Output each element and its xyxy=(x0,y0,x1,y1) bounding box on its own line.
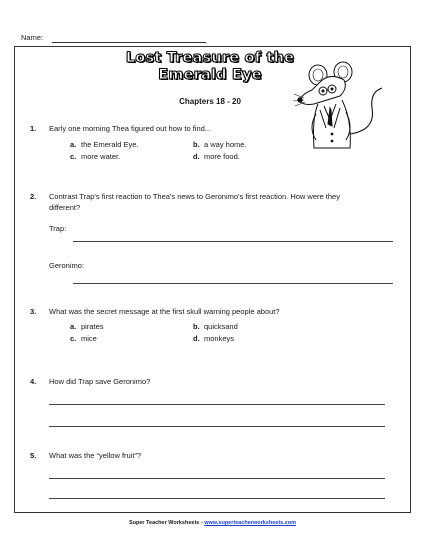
option-text: monkeys xyxy=(204,334,235,343)
q3-option-a[interactable] xyxy=(70,322,104,331)
footer xyxy=(0,520,425,526)
option-letter: c. xyxy=(70,152,77,161)
name-input-line[interactable] xyxy=(52,42,206,43)
option-letter: d. xyxy=(193,334,200,343)
chapters-subtitle: Chapters 18 - 20 xyxy=(179,97,241,106)
question-3-number: 3. xyxy=(30,307,37,316)
question-5-text: What was the “yellow fruit”? xyxy=(49,451,142,460)
title-line-1: Lost Treasure of the xyxy=(125,50,295,66)
question-2-number: 2. xyxy=(30,192,37,201)
question-4-number: 4. xyxy=(30,377,37,386)
q3-option-c[interactable] xyxy=(70,334,97,343)
q3-option-d[interactable] xyxy=(193,334,234,343)
q1-option-c[interactable] xyxy=(70,152,120,161)
option-text: the Emerald Eye. xyxy=(81,140,139,149)
option-text: mice xyxy=(81,334,97,343)
option-text: pirates xyxy=(81,322,104,331)
footer-brand: Super Teacher Worksheets xyxy=(128,520,200,526)
question-5-number: 5. xyxy=(30,451,37,460)
option-letter: d. xyxy=(193,152,200,161)
question-4-text: How did Trap save Geronimo? xyxy=(49,377,151,386)
option-text: a way home. xyxy=(204,140,247,149)
question-2-text-line-1: Contrast Trap's first reaction to Thea's news to Geronimo's first reaction. How were they xyxy=(49,192,340,201)
option-text: more food. xyxy=(204,152,240,161)
option-letter: c. xyxy=(70,334,77,343)
option-letter: b. xyxy=(193,322,200,331)
footer-url-link[interactable]: www.superteacherworksheets.com xyxy=(204,520,297,526)
question-1-number: 1. xyxy=(30,124,37,133)
q4-answer-line-1[interactable] xyxy=(49,404,385,405)
option-letter: a. xyxy=(70,140,77,149)
geronimo-answer-line[interactable] xyxy=(73,283,393,284)
option-text: more water. xyxy=(81,152,121,161)
trap-label: Trap: xyxy=(49,224,67,233)
mouse-illustration xyxy=(290,58,400,150)
trap-answer-line[interactable] xyxy=(73,241,393,242)
option-letter: a. xyxy=(70,322,77,331)
q1-option-b[interactable] xyxy=(193,140,247,149)
q1-option-d[interactable] xyxy=(193,152,240,161)
q3-option-b[interactable] xyxy=(193,322,238,331)
question-2-text-line-2: different? xyxy=(49,203,81,212)
question-1-text: Early one morning Thea figured out how to find... xyxy=(49,124,212,133)
title-line-2: Emerald Eye xyxy=(158,66,262,83)
q4-answer-line-2[interactable] xyxy=(49,426,385,427)
q5-answer-line-1[interactable] xyxy=(49,478,385,479)
question-3-text: What was the secret message at the first skull warning people about? xyxy=(49,307,280,316)
option-letter: b. xyxy=(193,140,200,149)
q5-answer-line-2[interactable] xyxy=(49,498,385,499)
option-text: quicksand xyxy=(204,322,238,331)
q1-option-a[interactable] xyxy=(70,140,139,149)
name-label: Name: xyxy=(21,33,44,42)
geronimo-label: Geronimo: xyxy=(49,261,85,270)
footer-separator: - xyxy=(199,520,205,526)
